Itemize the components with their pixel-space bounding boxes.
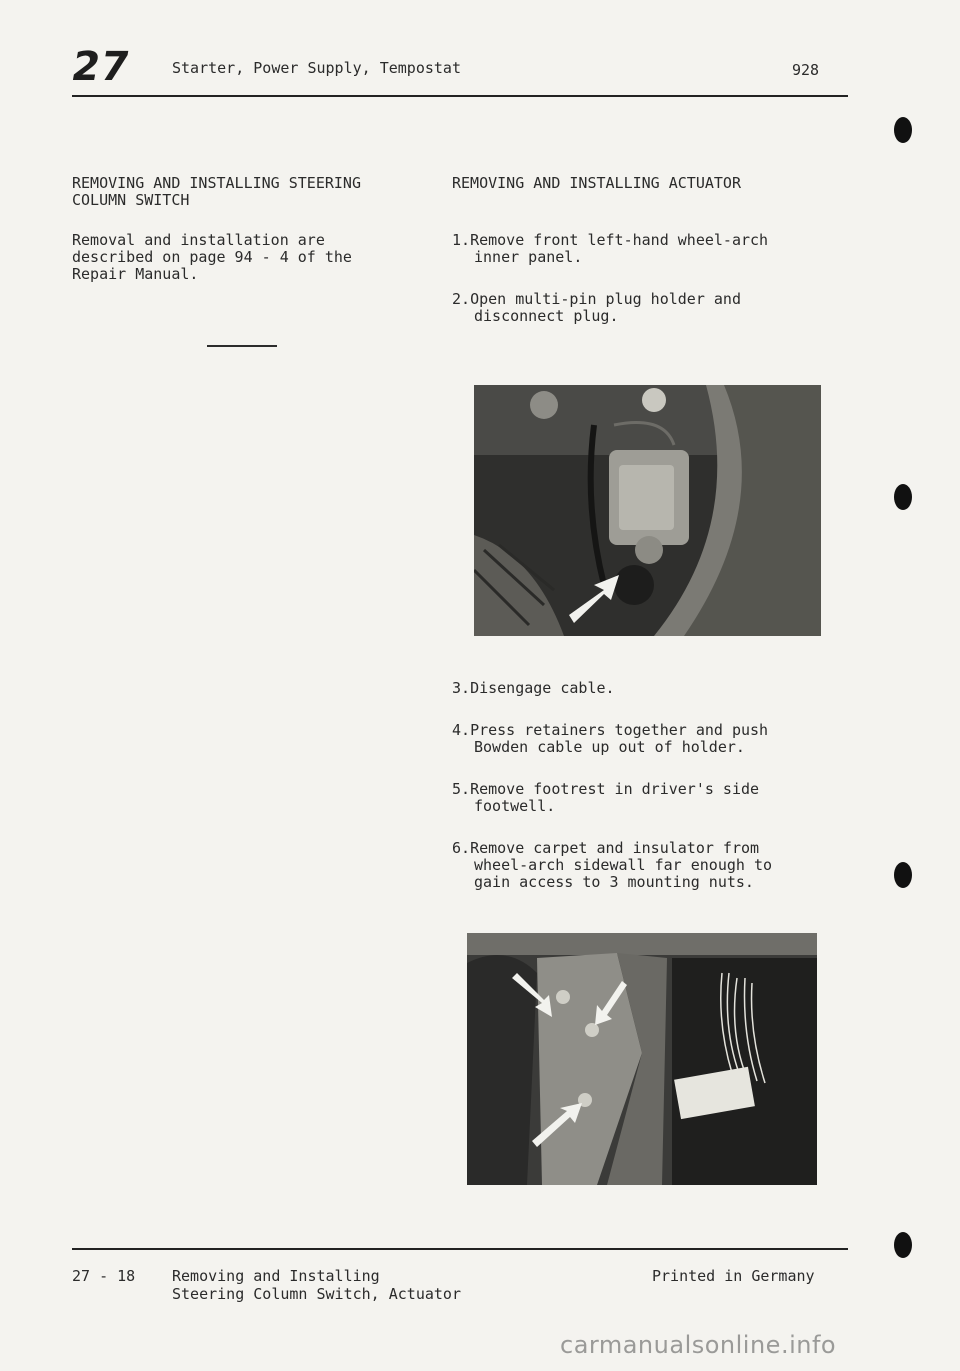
binder-hole-icon	[894, 484, 912, 510]
binder-hole-icon	[894, 117, 912, 143]
step-number: 3.	[452, 679, 471, 697]
model-number: 928	[792, 61, 820, 79]
step-number: 5.	[452, 780, 471, 798]
step-text: Press retainers together and push	[470, 721, 769, 739]
step-text: Remove footrest in driver's side	[470, 780, 760, 798]
step-1	[452, 232, 852, 266]
step-text-cont: gain access to 3 mounting nuts.	[474, 873, 754, 891]
left-body-line-1: Removal and installation are	[72, 231, 325, 249]
step-text-cont: footwell.	[474, 797, 556, 815]
step-text: Remove carpet and insulator from	[470, 839, 760, 857]
step-text-cont: Bowden cable up out of holder.	[474, 738, 745, 756]
left-heading-line-2: COLUMN SWITCH	[72, 191, 190, 209]
step-number: 4.	[452, 721, 471, 739]
left-body-line-2: described on page 94 - 4 of the	[72, 248, 352, 266]
right-heading: REMOVING AND INSTALLING ACTUATOR	[452, 174, 741, 192]
step-text-cont: wheel-arch sidewall far enough to	[474, 856, 773, 874]
step-3	[452, 680, 852, 697]
footer-section-title	[172, 1267, 461, 1303]
binder-hole-icon	[894, 1232, 912, 1258]
actuator-photo	[474, 385, 821, 636]
mounting-nuts-photo	[467, 933, 817, 1185]
left-heading-line-1: REMOVING AND INSTALLING STEERING	[72, 174, 361, 192]
binder-hole-icon	[894, 862, 912, 888]
header-divider	[72, 95, 848, 97]
step-text: Open multi-pin plug holder and	[470, 290, 741, 308]
step-number: 6.	[452, 839, 471, 857]
step-6	[452, 840, 852, 891]
printed-in-notice: Printed in Germany	[652, 1267, 815, 1285]
step-5	[452, 781, 852, 815]
footer-divider	[72, 1248, 848, 1250]
step-text: Disengage cable.	[470, 679, 615, 697]
page-header-title: Starter, Power Supply, Tempostat	[172, 59, 461, 77]
chapter-number: 27	[67, 44, 134, 90]
step-text: Remove front left-hand wheel-arch	[470, 231, 769, 249]
site-watermark: carmanualsonline.info	[560, 1331, 837, 1359]
step-4	[452, 722, 852, 756]
footer-section-line-2: Steering Column Switch, Actuator	[172, 1285, 461, 1303]
footer-section-line-1: Removing and Installing	[172, 1267, 380, 1285]
step-number: 2.	[452, 290, 471, 308]
step-text-cont: disconnect plug.	[474, 307, 619, 325]
section-end-rule	[207, 345, 277, 347]
step-text-cont: inner panel.	[474, 248, 583, 266]
step-number: 1.	[452, 231, 471, 249]
step-2	[452, 291, 852, 325]
left-body-line-3: Repair Manual.	[72, 265, 199, 283]
page-number: 27 - 18	[72, 1267, 136, 1285]
